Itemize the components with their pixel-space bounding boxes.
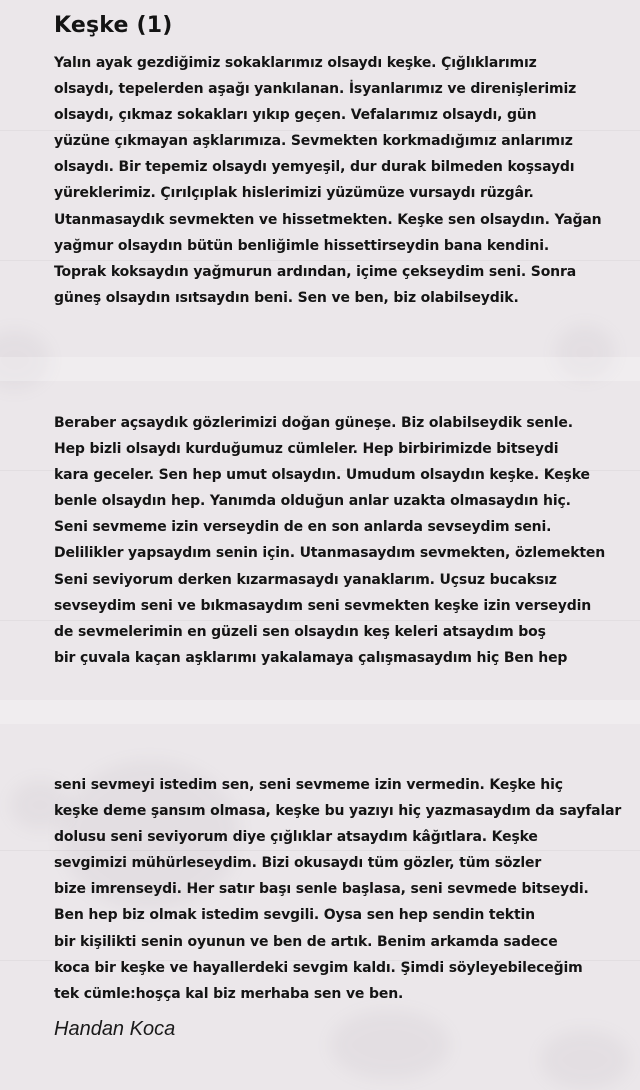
poem-line: Beraber açsaydık gözlerimizi doğan güneşe. Biz olabilseydik senle. (54, 415, 573, 431)
poem-line: Seni sevmeme izin verseydin de en son anlarda sevseydim seni. (54, 519, 552, 536)
poem-line: yağmur olsaydın bütün benliğimle hissettirseydin bana kendini. (54, 237, 550, 254)
poem-line: bir kişilikti senin oyunun ve ben de artık. Benim arkamda sadece (54, 933, 558, 950)
poem-line: bir çuvala kaçan aşklarımı yakalamaya çalışmasaydım hiç Ben hep (54, 649, 568, 666)
poem-line: Hep bizli olsaydı kurduğumuz cümleler. Hep birbirimizde bitseydi (54, 441, 559, 458)
stanza-1 (54, 50, 636, 311)
poem-line: olsaydı, çıkmaz sokakları yıkıp geçen. Vefalarımız olsaydı, gün (54, 107, 537, 124)
poem-line: koca bir keşke ve hayallerdeki sevgim kaldı. Şimdi söyleyebileceğim (54, 959, 583, 976)
poem-line: Ben hep biz olmak istedim sevgili. Oysa sen hep sendin tektin (54, 907, 535, 924)
poem-line: sevseydim seni ve bıkmasaydım seni sevmekten keşke izin verseydin (54, 597, 592, 614)
poem-line: Toprak koksaydın yağmurun ardından, içime çekseydim seni. Sonra (54, 263, 577, 280)
author-name: Handan Koca (54, 1018, 176, 1040)
poem-line: yüreklerimiz. Çırılçıplak hislerimizi yüzümüze vursaydı rüzgâr. (54, 185, 534, 202)
poem-line: yüzüne çıkmayan aşklarımıza. Sevmekten korkmadığımız anlarımız (54, 133, 573, 150)
stanza-3 (54, 772, 636, 1007)
poem-line: Seni seviyorum derken kızarmasaydı yanaklarım. Uçsuz bucaksız (54, 571, 557, 588)
poem-line: Delilikler yapsaydım senin için. Utanmasaydım sevmekten, özlemekten (54, 545, 606, 562)
poem-line: kara geceler. Sen hep umut olsaydın. Umudum olsaydın keşke. Keşke (54, 467, 590, 484)
poem-line: güneş olsaydın ısıtsaydın beni. Sen ve ben, biz olabilseydik. (54, 289, 519, 306)
poem-line: Yalın ayak gezdiğimiz sokaklarımız olsaydı keşke. Çığlıklarımız (54, 55, 537, 71)
poem-line: Utanmasaydık sevmekten ve hissetmekten. Keşke sen olsaydın. Yağan (54, 211, 602, 228)
poem-line: tek cümle:hoşça kal biz merhaba sen ve ben. (54, 985, 404, 1002)
poem-line: seni sevmeyi istedim sen, seni sevmeme izin vermedin. Keşke hiç (54, 777, 563, 793)
poem-line: bize imrenseydi. Her satır başı senle başlasa, seni sevmede bitseydi. (54, 881, 589, 898)
poem-line: sevgimizi mühürleseydim. Bizi okusaydı tüm gözler, tüm sözler (54, 855, 542, 872)
poem-line: dolusu seni seviyorum diye çığlıklar atsaydım kâğıtlara. Keşke (54, 829, 538, 846)
poem-title: Keşke (1) (54, 13, 173, 38)
poem-line: olsaydı. Bir tepemiz olsaydı yemyeşil, dur durak bilmeden koşsaydı (54, 159, 575, 176)
poem-line: keşke deme şansım olmasa, keşke bu yazıyı hiç yazmasaydım da sayfalar (54, 803, 622, 820)
poem-line: olsaydı, tepelerden aşağı yankılanan. İsyanlarımız ve direnişlerimiz (54, 81, 577, 98)
poem-line: benle olsaydın hep. Yanımda olduğun anlar uzakta olmasaydın hiç. (54, 493, 571, 510)
stanza-2 (54, 410, 636, 671)
poem-line: de sevmelerimin en güzeli sen olsaydın keş keleri atsaydım boş (54, 623, 546, 640)
